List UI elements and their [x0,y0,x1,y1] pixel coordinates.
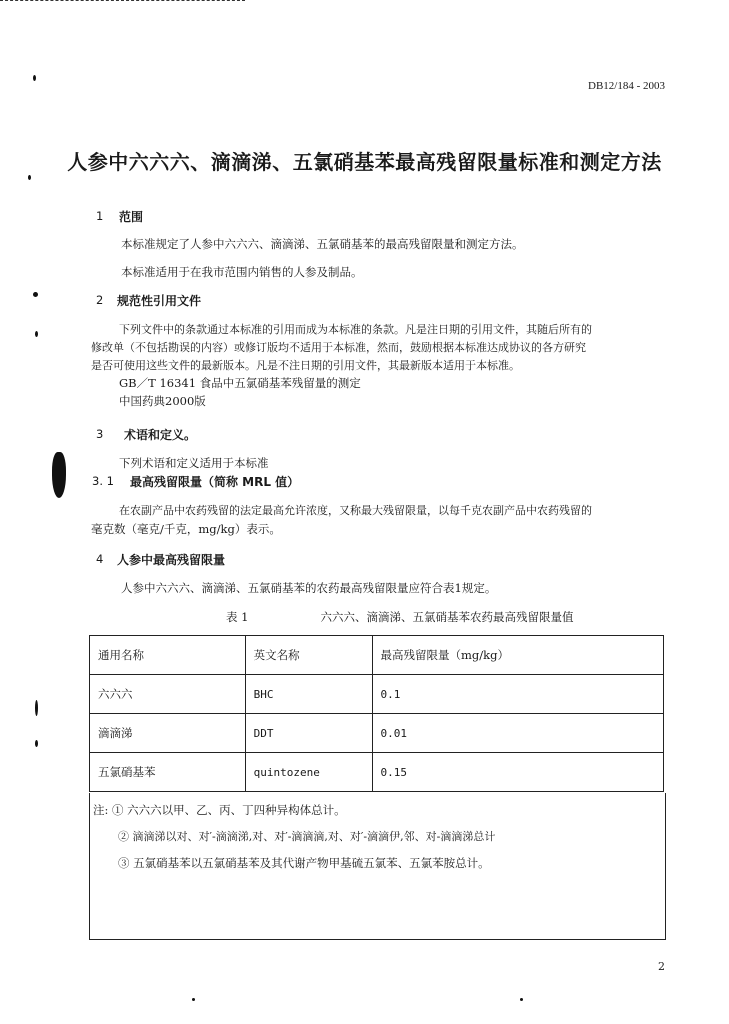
section-1-number: 1 [96,209,104,223]
table-note-1: 注: ① 六六六以甲、乙、丙、丁四种异构体总计。 [93,803,346,817]
scan-speck [35,740,38,747]
cell-common-name: 六六六 [90,675,246,714]
section-4-number: 4 [96,552,104,566]
table-notes [89,793,666,940]
cell-english-name: BHC [245,675,372,714]
column-header-common-name: 通用名称 [90,636,246,675]
section-3-1-number: 3. 1 [92,474,114,488]
table-note-2: ② 滴滴涕以对、对′-滴滴涕,对、对′-滴滴滴,对、对′-滴滴伊,邻、对-滴滴涕总计 [118,830,496,843]
cell-mrl: 0.1 [372,675,663,714]
table-caption-text: 六六六、滴滴涕、五氯硝基苯农药最高残留限量值 [320,610,574,624]
scan-speck [35,700,38,716]
cell-mrl: 0.15 [372,753,663,792]
table-caption-number: 表 1 [226,610,249,624]
section-2-line-3: 是否可使用这些文件的最新版本。凡是不注日期的引用文件，其最新版本适用于本标准。 [91,359,520,372]
section-2-line-2: 修改单（不包括勘误的内容）或修订版均不适用于本标准，然而，鼓励根据本标准达成协议的各方研究 [91,341,586,354]
cell-english-name: DDT [245,714,372,753]
scan-speck [35,331,38,337]
column-header-mrl: 最高残留限量（mg/kg） [372,636,663,675]
section-3-paragraph: 下列术语和定义适用于本标准 [119,456,269,470]
section-1-paragraph-2: 本标准适用于在我市范围内销售的人参及制品。 [121,265,363,279]
column-header-english-name: 英文名称 [245,636,372,675]
table-header-row [90,636,664,675]
section-3-number: 3 [96,427,104,441]
section-3-1-line-2: 毫克数（毫克/千克，mg/kg）表示。 [91,522,281,536]
reference-gb-t-16341: GB／T 16341 食品中五氯硝基苯残留量的测定 [119,376,361,390]
table-caption [226,609,573,625]
scan-top-edge [0,0,245,3]
section-3-1-line-1: 在农副产品中农药残留的法定最高允许浓度，又称最大残留限量，以每千克农副产品中农药残留的 [119,504,592,517]
section-1-heading: 范围 [119,210,144,224]
section-4-heading: 人参中最高残留限量 [117,553,226,567]
table-note-3: ③ 五氯硝基苯以五氯硝基苯及其代谢产物甲基硫五氯苯、五氯苯胺总计。 [118,856,490,870]
section-1-paragraph-1: 本标准规定了人参中六六六、滴滴涕、五氯硝基苯的最高残留限量和测定方法。 [121,237,524,251]
section-2-number: 2 [96,293,104,307]
mrl-table [89,635,664,792]
table-row [90,753,664,792]
reference-pharmacopoeia: 中国药典2000版 [119,394,206,408]
scan-speck [520,998,523,1001]
scan-speck [28,175,31,180]
scan-speck [192,998,195,1001]
scan-blot [52,452,66,498]
page-title: 人参中六六六、滴滴涕、五氯硝基苯最高残留限量标准和测定方法 [67,150,662,174]
section-2-heading: 规范性引用文件 [117,294,202,308]
table-row [90,675,664,714]
section-4-paragraph: 人参中六六六、滴滴涕、五氯硝基苯的农药最高残留限量应符合表1规定。 [121,581,497,595]
scan-speck [33,292,38,297]
cell-common-name: 五氯硝基苯 [90,753,246,792]
scan-speck [33,75,36,81]
cell-english-name: quintozene [245,753,372,792]
document-code: DB12/184 - 2003 [588,80,665,92]
page-number: 2 [658,960,665,973]
section-3-1-heading: 最高残留限量（简称 MRL 值） [130,475,300,489]
table-row [90,714,664,753]
section-3-heading: 术语和定义。 [124,428,197,442]
cell-common-name: 滴滴涕 [90,714,246,753]
section-2-line-1: 下列文件中的条款通过本标准的引用而成为本标准的条款。凡是注日期的引用文件，其随后所有的 [119,323,592,336]
cell-mrl: 0.01 [372,714,663,753]
